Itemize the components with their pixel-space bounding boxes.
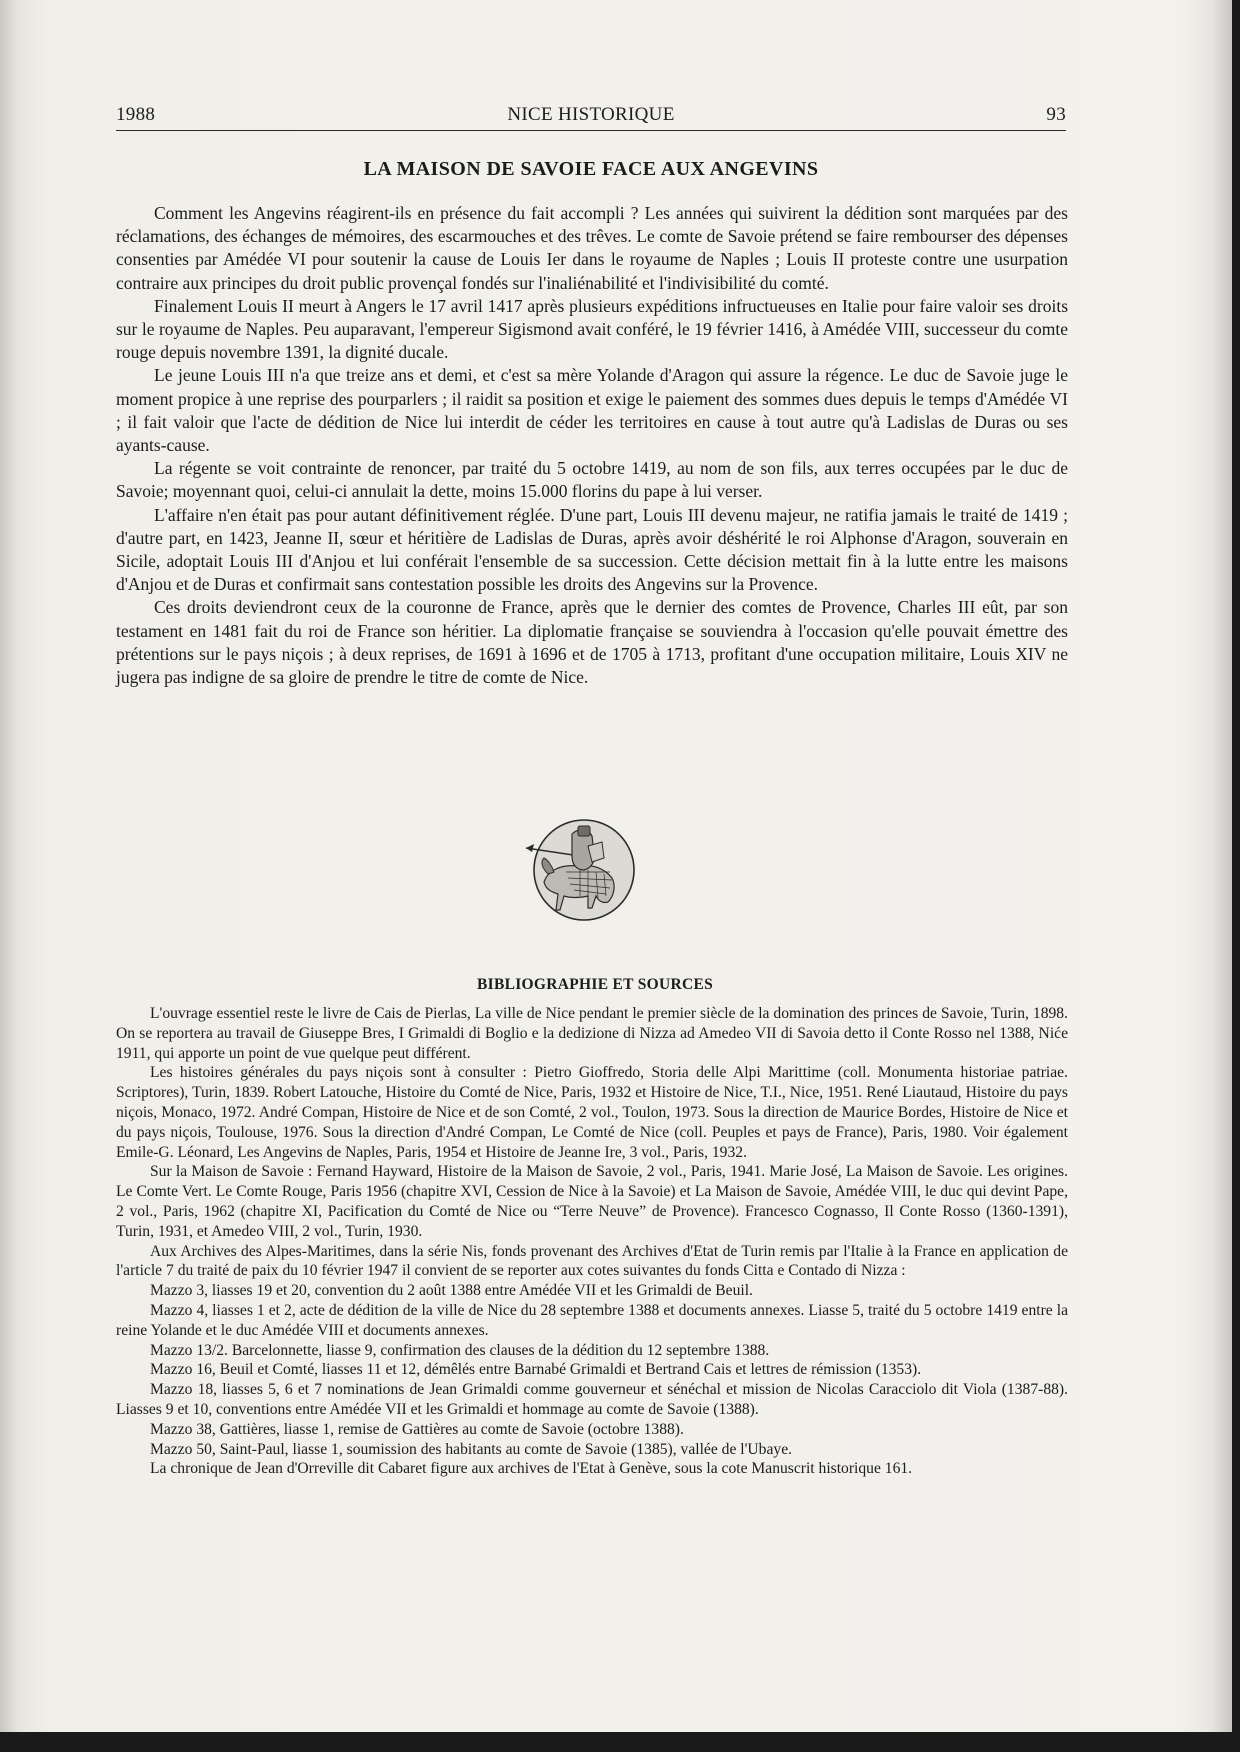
archive-entry: Mazzo 13/2. Barcelonnette, liasse 9, confirmation des clauses de la dédition du 12 septembre 1388. (150, 1341, 770, 1359)
paragraph: L'affaire n'en était pas pour autant définitivement réglée. D'une part, Louis III devenu majeur, ne ratifia jamais le traité de 1419 ; d'autre part, en 1423, Jeanne II, sœur et héritière de Ladislas de Duras, après avoir déshérité le roi Alphonse d'Aragon, souverain en Sicile, adoptait Louis III d'Anjou et lui conférait l'ensemble de sa succession. Cette décision mettait fin à la lutte entre les maisons d'Anjou et de Duras et confirmait sans contestation possible les droits des Angevins sur la Provence. (116, 504, 1068, 595)
header-year: 1988 (116, 104, 156, 125)
archive-entry: La chronique de Jean d'Orreville dit Cabaret figure aux archives de l'Etat à Genève, sous la cote Manuscrit historique 161. (150, 1460, 913, 1478)
paragraph: Finalement Louis II meurt à Angers le 17 avril 1417 après plusieurs expéditions infructueuses en Italie pour faire valoir ses droits sur le royaume de Naples. Peu auparavant, l'empereur Sigismond avait conféré, le 19 février 1416, à Amédée VIII, successeur du comte rouge depuis novembre 1391, la dignité ducale. (116, 295, 1068, 363)
running-header (116, 104, 1066, 131)
paragraph: Le jeune Louis III n'a que treize ans et demi, et c'est sa mère Yolande d'Aragon qui assure la régence. Le duc de Savoie juge le moment propice à une reprise des pourparlers ; il raidit sa position et exige le paiement des sommes dues depuis le temps d'Amédée VI ; il fait valoir que l'acte de dédition de Nice lui interdit de céder les territoires en cause à tout autre qu'à Ladislas de Duras ou ses ayants-cause. (116, 365, 1068, 456)
archive-entry: Mazzo 38, Gattières, liasse 1, remise de Gattières au comte de Savoie (octobre 1388). (150, 1420, 684, 1438)
bibliography-paragraph: Les histoires générales du pays niçois sont à consulter : Pietro Gioffredo, Storia delle Alpi Marittime (coll. Monumenta historiae patriae. Scriptores), Turin, 1839. Robert Latouche, Histoire du Comté de Nice, Paris, 1932 et Histoire de Nice, T.I., Nice, 1951. René Liautaud, Histoire du pays niçois, Monaco, 1972. André Compan, Histoire de Nice et de son Comté, 2 vol., Toulon, 1973. Sous la direction de Maurice Bordes, Histoire de Nice et du pays niçois, Toulouse, 1976. Sous la direction d'André Compan, Le Comté de Nice (coll. Peuples et pays de France), Paris, 1980. Voir également Emile-G. Léonard, Les Angevins de Naples, Paris, 1954 et Histoire de Jeanne Ire, 3 vol., Paris, 1932. (116, 1064, 1068, 1161)
paragraph: Ces droits deviendront ceux de la couronne de France, après que le dernier des comtes de Provence, Charles III eût, par son testament en 1481 fait du roi de France son héritier. La diplomatie française se souviendra à l'occasion qu'elle pouvait émettre des prétentions sur le pays niçois ; à deux reprises, de 1691 à 1696 et de 1705 à 1713, profitant d'une occupation militaire, Louis XIV ne jugera pas indigne de sa gloire de prendre le titre de comte de Nice. (116, 597, 1068, 688)
archive-entry: Mazzo 4, liasses 1 et 2, acte de dédition de la ville de Nice du 28 septembre 1388 et documents annexes. Liasse 5, traité du 5 octobre 1419 entre la reine Yolande et le duc Amédée VIII et documents annexes. (116, 1301, 1068, 1339)
archive-entry: Mazzo 18, liasses 5, 6 et 7 nominations de Jean Grimaldi comme gouverneur et sénéchal et mission de Nicolas Caracciolo dit Viola (1387-88). Liasses 9 et 10, conventions entre Amédée VII et les Grimaldi et hommage au comte de Savoie (1388). (116, 1381, 1068, 1418)
archive-entry: Mazzo 16, Beuil et Comté, liasses 11 et 12, démêlés entre Barnabé Grimaldi et Bertrand Cais et lettres de rémission (1353). (150, 1361, 922, 1379)
bibliography-paragraph: Aux Archives des Alpes-Maritimes, dans la série Nis, fonds provenant des Archives d'Etat de Turin remis par l'Italie à la France en application de l'article 7 du traité de paix du 10 février 1947 il convient de se reporter aux cotes suivantes du fonds Citta e Contado di Nizza : (116, 1242, 1068, 1280)
header-page-number: 93 (1046, 104, 1066, 125)
bibliography-heading: BIBLIOGRAPHIE ET SOURCES (476, 976, 714, 993)
bibliography-paragraph: Sur la Maison de Savoie : Fernand Hayward, Histoire de la Maison de Savoie, 2 vol., Paris, 1941. Marie José, La Maison de Savoie. Les origines. Le Comte Vert. Le Comte Rouge, Paris 1956 (chapitre XVI, Cession de Nice à la Savoie) et La Maison de Savoie, Amédée VIII, le duc qui devint Pape, 2 vol., Paris, 1962 (chapitre XI, Pacification du Comté de Nice ou “Terre Neuve” de Provence). Francesco Cognasso, Il Conte Rosso (1360-1391), Turin, 1931, et Amedeo VIII, 2 vol., Turin, 1930. (116, 1163, 1068, 1240)
chapter-title: LA MAISON DE SAVOIE FACE AUX ANGEVINS (363, 158, 819, 180)
bibliography-paragraph: L'ouvrage essentiel reste le livre de Cais de Pierlas, La ville de Nice pendant le premier siècle de la domination des princes de Savoie, Turin, 1898. On se reportera au travail de Giuseppe Bres, I Grimaldi di Boglio e la dedizione di Nizza ad Amedeo VII di Savoia detto il Conte Rosso nel 1388, Niće 1911, qui apporte un point de vue quelque peut différent. (116, 1005, 1068, 1062)
paragraph: Comment les Angevins réagirent-ils en présence du fait accompli ? Les années qui suivirent la dédition sont marquées par des réclamations, des échanges de mémoires, des escarmouches et des trêves. Le comte de Savoie prétend se faire rembourser des dépenses consenties par Amédée VI pour soutenir la cause de Louis Ier dans le royaume de Naples ; Louis II proteste contre une usurpation contraire aux principes du droit public provençal fondés sur l'inaliénabilité et l'indivisibilité du comté. (116, 203, 1068, 293)
archive-entry: Mazzo 50, Saint-Paul, liasse 1, soumission des habitants au comte de Savoie (1385), vallée de l'Ubaye. (150, 1440, 793, 1458)
header-journal-title: NICE HISTORIQUE (507, 104, 675, 125)
paragraph: La régente se voit contrainte de renoncer, par traité du 5 octobre 1419, au nom de son fils, aux terres occupées par le duc de Savoie; moyennant quoi, celui-ci annulait la dette, moins 15.000 florins du pape à lui verser. (116, 458, 1068, 502)
page-gutter-shadow (1180, 0, 1232, 1732)
bibliography-text (116, 1004, 1068, 1479)
main-text (116, 202, 1068, 689)
knight-seal-illustration (522, 812, 640, 924)
archive-entry: Mazzo 3, liasses 19 et 20, convention du 2 août 1388 entre Amédée VII et les Grimaldi de Beuil. (150, 1282, 753, 1300)
